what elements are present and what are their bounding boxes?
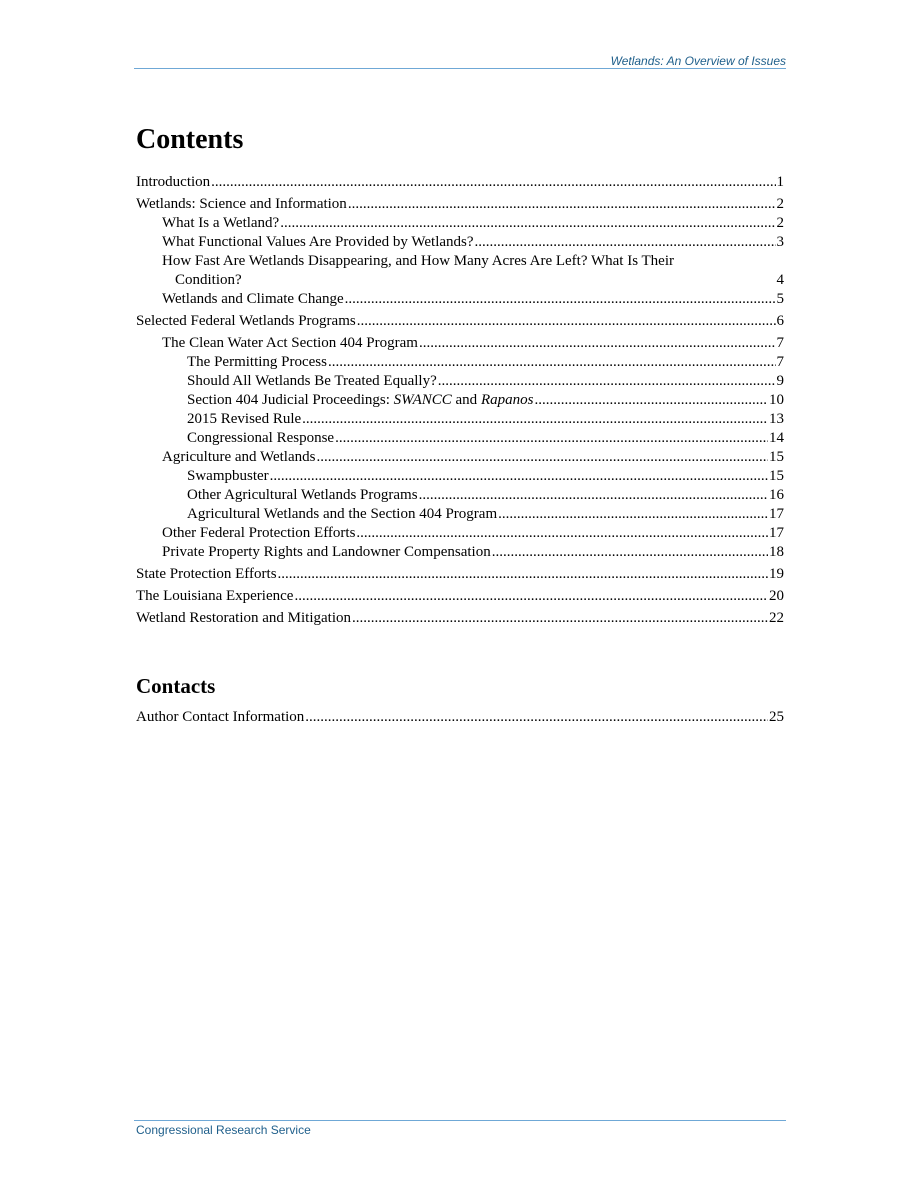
toc-page-number: 16 — [769, 487, 784, 503]
toc-page-number: 18 — [769, 544, 784, 560]
toc-page-number: 1 — [776, 174, 784, 190]
dot-leader — [492, 543, 768, 562]
dot-leader — [270, 467, 768, 486]
toc-page-number: 15 — [769, 449, 784, 465]
dot-leader — [345, 290, 776, 309]
toc-page-number: 2 — [776, 196, 784, 212]
toc-entry-section-404[interactable] — [136, 334, 784, 353]
dot-leader — [335, 429, 768, 448]
toc-entry-congressional-response[interactable] — [136, 429, 784, 448]
toc-page-number: 7 — [776, 335, 784, 351]
toc-page-number: 22 — [769, 610, 784, 626]
toc-entry-functional-values[interactable] — [136, 233, 784, 252]
toc-entry-wetlands-science[interactable] — [136, 195, 784, 214]
toc-entry-title: Wetland Restoration and Mitigation — [136, 610, 352, 626]
contacts-list — [136, 708, 784, 727]
running-header: Wetlands: An Overview of Issues — [610, 54, 786, 68]
toc-page-number: 25 — [769, 709, 784, 725]
toc-title-and: and — [451, 392, 481, 408]
toc-entry-judicial-proceedings[interactable] — [136, 391, 784, 410]
toc-entry-federal-programs[interactable] — [136, 312, 784, 331]
dot-leader — [294, 587, 768, 606]
toc-entry-title: The Clean Water Act Section 404 Program — [162, 335, 418, 351]
contacts-heading: Contacts — [136, 674, 216, 698]
toc-entry-ag-wetlands-404[interactable] — [136, 505, 784, 524]
toc-entry-title-line2: Condition? — [175, 272, 242, 288]
toc-entry-title: Congressional Response — [187, 430, 335, 446]
dot-leader — [302, 410, 768, 429]
dot-leader — [534, 391, 768, 410]
toc-entry-title: Private Property Rights and Landowner Compensation — [162, 544, 491, 560]
toc-page-number: 2 — [776, 215, 784, 231]
dot-leader — [211, 173, 775, 192]
toc-page-number: 6 — [776, 313, 784, 329]
toc-page-number: 3 — [776, 234, 784, 250]
toc-entry-title: 2015 Revised Rule — [187, 411, 302, 427]
toc-page-number: 10 — [769, 392, 784, 408]
toc-entry-title-line1: How Fast Are Wetlands Disappearing, and How Many Acres Are Left? What Is Their — [162, 253, 674, 269]
toc-entry-property-rights[interactable] — [136, 543, 784, 562]
header-rule — [134, 68, 786, 69]
dot-leader — [357, 312, 776, 331]
dot-leader — [280, 214, 775, 233]
toc-entry-title: Introduction — [136, 174, 211, 190]
dot-leader — [475, 233, 776, 252]
toc-entry-how-fast-disappearing[interactable] — [136, 252, 784, 290]
toc-page-number: 17 — [769, 525, 784, 541]
footer-organization: Congressional Research Service — [136, 1123, 311, 1137]
table-of-contents — [136, 173, 784, 628]
toc-page-number: 20 — [769, 588, 784, 604]
toc-entry-author-contact[interactable] — [136, 708, 784, 727]
toc-entry-continuation — [162, 271, 784, 290]
dot-leader — [419, 334, 776, 353]
toc-entry-title: Other Agricultural Wetlands Programs — [187, 487, 418, 503]
toc-entry-title: What Functional Values Are Provided by Wetlands? — [162, 234, 474, 250]
contents-heading: Contents — [136, 124, 244, 155]
toc-entry-other-federal[interactable] — [136, 524, 784, 543]
toc-entry-agriculture[interactable] — [136, 448, 784, 467]
toc-entry-title: The Louisiana Experience — [136, 588, 294, 604]
dot-leader — [316, 448, 768, 467]
toc-title-prefix: Section 404 Judicial Proceedings: — [187, 392, 394, 408]
toc-entry-title: Agricultural Wetlands and the Section 404 Program — [187, 506, 498, 522]
toc-page-number: 9 — [776, 373, 784, 389]
toc-entry-louisiana[interactable] — [136, 587, 784, 606]
toc-entry-other-ag-programs[interactable] — [136, 486, 784, 505]
footer-rule — [134, 1120, 786, 1121]
toc-entry-title: The Permitting Process — [187, 354, 327, 370]
toc-page-number: 7 — [776, 354, 784, 370]
toc-entry-revised-rule[interactable] — [136, 410, 784, 429]
toc-entry-swampbuster[interactable] — [136, 467, 784, 486]
toc-entry-introduction[interactable] — [136, 173, 784, 192]
toc-entry-permitting-process[interactable] — [136, 353, 784, 372]
toc-page-number: 5 — [776, 291, 784, 307]
toc-entry-title: Swampbuster — [187, 468, 269, 484]
toc-entry-what-is-wetland[interactable] — [136, 214, 784, 233]
case-name-rapanos: Rapanos — [480, 392, 534, 408]
toc-entry-climate-change[interactable] — [136, 290, 784, 309]
dot-leader — [356, 524, 768, 543]
dot-leader — [438, 372, 776, 391]
toc-entry-state-protection[interactable] — [136, 565, 784, 584]
toc-entry-title — [187, 391, 533, 410]
toc-entry-title: Wetlands and Climate Change — [162, 291, 344, 307]
toc-entry-title: Selected Federal Wetlands Programs — [136, 313, 356, 329]
toc-entry-restoration[interactable] — [136, 609, 784, 628]
toc-entry-title: Author Contact Information — [136, 709, 305, 725]
toc-entry-title: What Is a Wetland? — [162, 215, 280, 231]
case-name-swancc: SWANCC — [393, 392, 452, 408]
toc-entry-title: State Protection Efforts — [136, 566, 277, 582]
toc-page-number: 17 — [769, 506, 784, 522]
toc-page-number: 15 — [769, 468, 784, 484]
dot-leader — [305, 708, 768, 727]
toc-page-number: 14 — [769, 430, 784, 446]
toc-page-number: 13 — [769, 411, 784, 427]
dot-leader — [352, 609, 768, 628]
dot-leader — [328, 353, 776, 372]
dot-leader — [348, 195, 776, 214]
dot-leader — [498, 505, 768, 524]
toc-entry-title: Should All Wetlands Be Treated Equally? — [187, 373, 437, 389]
toc-entry-title: Other Federal Protection Efforts — [162, 525, 356, 541]
toc-entry-title: Agriculture and Wetlands — [162, 449, 316, 465]
toc-entry-title: Wetlands: Science and Information — [136, 196, 347, 212]
toc-page-number: 19 — [769, 566, 784, 582]
toc-page-number: 4 — [776, 272, 784, 288]
toc-entry-treated-equally[interactable] — [136, 372, 784, 391]
dot-leader — [419, 486, 768, 505]
dot-leader — [278, 565, 768, 584]
